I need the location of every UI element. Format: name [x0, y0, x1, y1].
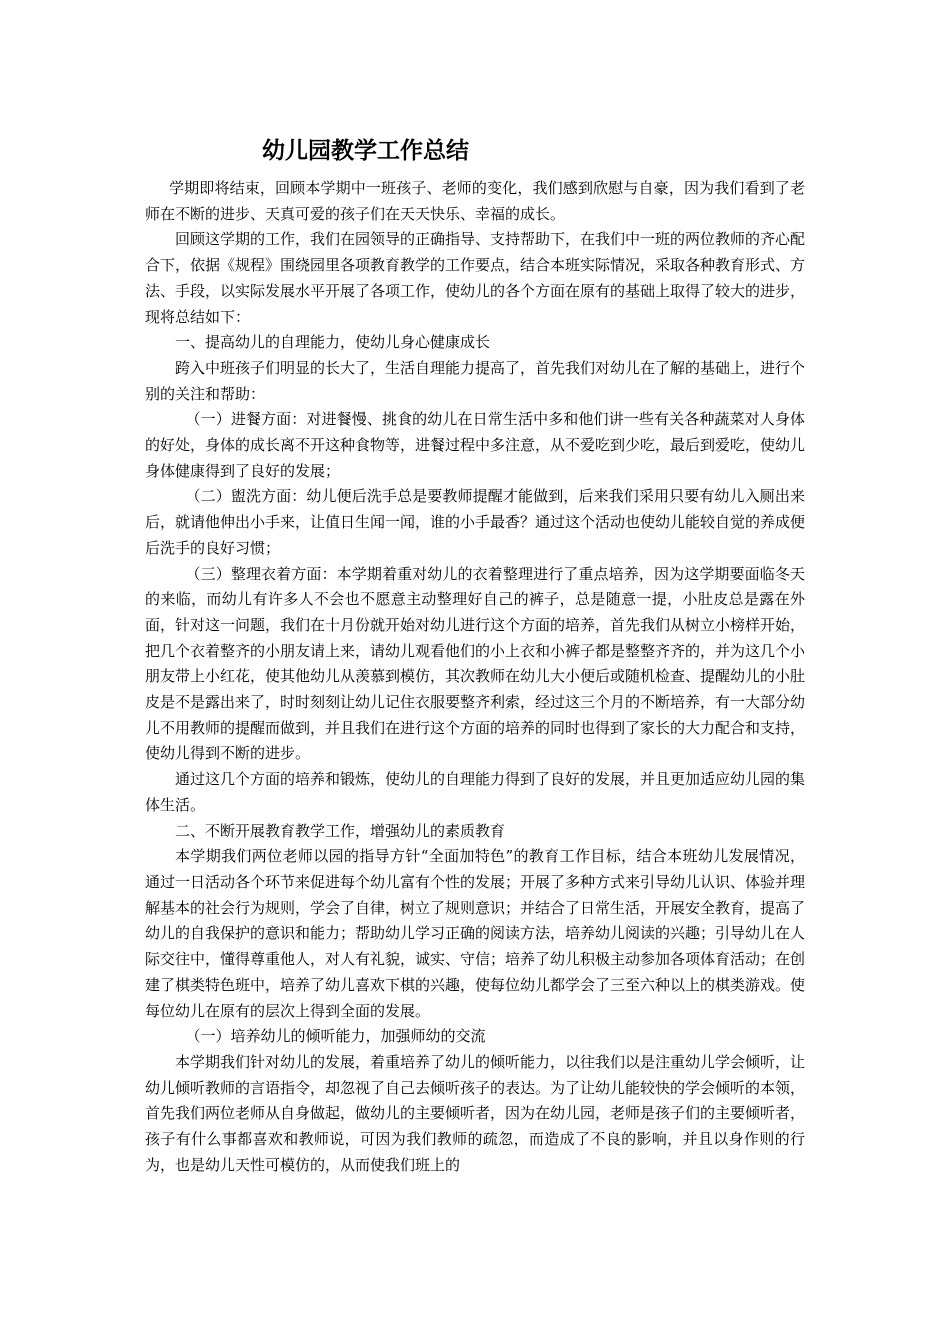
paragraph-review: 回顾这学期的工作，我们在园领导的正确指导、支持帮助下，在我们中一班的两位教师的齐心配合下，依据《规程》围绕园里各项教育教学的工作要点，结合本班实际情况，采取各种教育形式、方法、手段，以实际发展水平开展了各项工作，使幼儿的各个方面在原有的基础上取得了较大的进步，现将总结如下： — [145, 230, 806, 326]
document-body — [145, 176, 805, 1178]
paragraph-summary-1: 通过这几个方面的培养和锻炼，使幼儿的自理能力得到了良好的发展，并且更加适应幼儿园的集体生活。 — [145, 770, 806, 814]
subsection-heading-listening: （一）培养幼儿的倾听能力，加强师幼的交流 — [185, 1027, 486, 1046]
paragraph-listening: 本学期我们针对幼儿的发展，着重培养了幼儿的倾听能力，以往我们以是注重幼儿学会倾听，让幼儿倾听教师的言语指令，却忽视了自己去倾听孩子的表达。为了让幼儿能较快的学会倾听的本领，首先我们两位老师从自身做起，做幼儿的主要倾听者，因为在幼儿园，老师是孩子们的主要倾听者，孩子有什么事都喜欢和教师说，可因为我们教师的疏忽，而造成了不良的影响，并且以身作则的行为，也是幼儿天性可模仿的，从而使我们班上的 — [145, 1052, 806, 1174]
paragraph-self-care: 跨入中班孩子们明显的长大了，生活自理能力提高了，首先我们对幼儿在了解的基础上，进行个别的关注和帮助： — [145, 358, 806, 403]
paragraph-clothing: （三）整理衣着方面：本学期着重对幼儿的衣着整理进行了重点培养，因为这学期要面临冬天的来临，而幼儿有许多人不会也不愿意主动整理好自己的裤子，总是随意一提，小肚皮总是露在外面，针对这一问题，我们在十月份就开始对幼儿进行这个方面的培养，首先我们从树立小榜样开始，把几个衣着整齐的小朋友请上来，请幼儿观看他们的小上衣和小裤子都是整整齐齐的，并为这几个小朋友带上小红花，使其他幼儿从羡慕到模仿，其次教师在幼儿大小便后或随机检查、提醒幼儿的小肚皮是不是露出来了，时时刻刻让幼儿记住衣服要整齐利索，经过这三个月的不断培养，有一大部分幼儿不用教师的提醒而做到，并且我们在进行这个方面的培养的同时也得到了家长的大力配合和支持，使幼儿得到不断的进步。 — [145, 564, 806, 763]
paragraph-washing: （二）盥洗方面：幼儿便后洗手总是要教师提醒才能做到，后来我们采用只要有幼儿入厕出来后，就请他伸出小手来，让值日生闻一闻，谁的小手最香？通过这个活动也使幼儿能较自觉的养成便后洗手的良好习惯； — [145, 487, 806, 557]
section-heading-2: 二、不断开展教育教学工作，增强幼儿的素质教育 — [175, 821, 506, 840]
paragraph-dining: （一）进餐方面：对进餐慢、挑食的幼儿在日常生活中多和他们讲一些有关各种蔬菜对人身体的好处，身体的成长离不开这种食物等，进餐过程中多注意，从不爱吃到少吃，最后到爱吃，使幼儿身体健康得到了良好的发展； — [145, 410, 806, 480]
section-heading-1: 一、提高幼儿的自理能力，使幼儿身心健康成长 — [175, 333, 491, 352]
document-title: 幼儿园教学工作总结 — [262, 138, 469, 164]
paragraph-intro: 学期即将结束，回顾本学期中一班孩子、老师的变化，我们感到欣慰与自豪，因为我们看到了老师在不断的进步、天真可爱的孩子们在天天快乐、幸福的成长。 — [145, 179, 805, 223]
paragraph-education: 本学期我们两位老师以园的指导方针“全面加特色”的教育工作目标，结合本班幼儿发展情况，通过一日活动各个环节来促进每个幼儿富有个性的发展；开展了多种方式来引导幼儿认识、体验并理解基本的社会行为规则，学会了自律，树立了规则意识；并结合了日常生活，开展安全教育，提高了幼儿的自我保护的意识和能力；帮助幼儿学习正确的阅读方法，培养幼儿阅读的兴趣；引导幼儿在人际交往中，懂得尊重他人，对人有礼貌，诚实、守信；培养了幼儿积极主动参加各项体育活动；在创建了棋类特色班中，培养了幼儿喜欢下棋的兴趣，使每位幼儿都学会了三至六种以上的棋类游戏。使每位幼儿在原有的层次上得到全面的发展。 — [145, 847, 806, 1020]
